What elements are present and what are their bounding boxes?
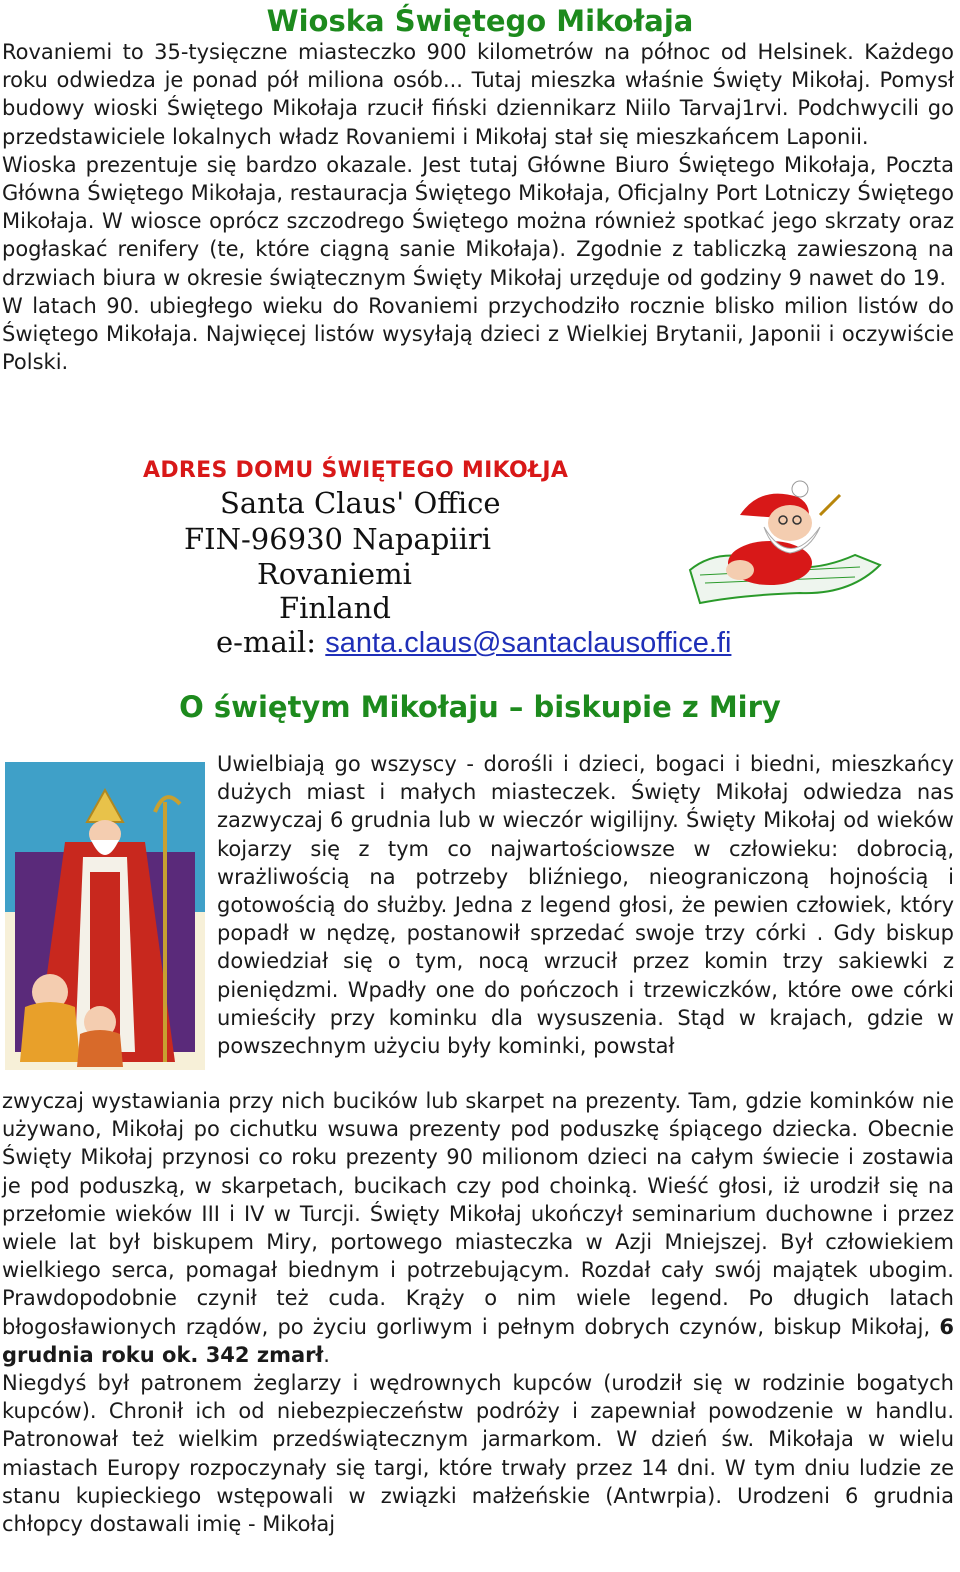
section-2-paragraph-2: Niegdyś był patronem żeglarzy i wędrownych kupców (urodził się w rodzinie bogatych kupców). Chronił ich od niebezpieczeństw podróży i zapewniał powodzenie w handlu. Patronował też wielkim przedświątecznym jarmarkom. W dzień św. Mikołaja w wielu miastach Europy rozpoczynały się targi, które trwały przez 14 dni. W tym dniu ludzie ze stanu kupieckiego wstępowali w związki małżeńskie (Antwrpia). Urodzeni 6 grudnia chłopcy dostawali imię - Mikołaj xyxy=(2,1371,954,1537)
address-heading-text: ADRES DOMU ŚWIĘTEGO MIKOŁJA xyxy=(143,458,569,483)
section-2-heading-text: O świętym Mikołaju – biskupie z Miry xyxy=(179,690,781,724)
address-heading xyxy=(143,458,568,483)
santa-claus-illustration xyxy=(680,475,885,610)
email-label: e-mail: xyxy=(216,625,317,659)
intro-paragraph-3: W latach 90. ubiegłego wieku do Rovaniemi przychodziło rocznie blisko milion listów do Świętego Mikołaja. Najwięcej listów wysyłają dzieci z Wielkiej Brytanii, Japonii i oczywiście Polski. xyxy=(2,293,954,375)
address-email-line xyxy=(216,625,731,660)
address-line-4: Finland xyxy=(279,591,391,625)
saint-nicholas-illustration xyxy=(5,762,205,1070)
paragraph-1-text: zwyczaj wystawiania przy nich bucików lub skarpet na prezenty. Tam, gdzie kominków nie używano, Mikołaj po cichutku wsuwa prezenty pod poduszkę śpiącego dziecka. Obecnie Święty Mikołaj przynosi co roku prezenty 90 milionom dzieci na całym świecie i zostawia je pod poduszką, w skarpetach, bucikach czy pod choinką. Wieść głosi, iż urodził się na przełomie wieków III i IV w Turcji. Święty Mikołaj ukończył seminarium duchowne i przez wiele lat był biskupem Miry, portowego miasteczka w Azji Mniejszej. Był człowiekiem wielkiego serca, pomagał biednym i potrzebującym. Rozdał cały swój majątek ubogim. Prawdopodobnie czynił też cuda. Krąży o nim wiele legend. Po długich latach błogosławionych rządów, po życiu gorliwym i pełnym dobrych czynów, biskup Mikołaj, xyxy=(2,1089,954,1339)
address-line-2: FIN-96930 Napapiiri xyxy=(184,522,491,556)
section-2-wrapped-text: Uwielbiają go wszyscy - dorośli i dzieci, bogaci i biedni, mieszkańcy dużych miast i małych miasteczek. Święty Mikołaj odwiedza nas zazwyczaj 6 grudnia lub w wieczór wigilijny. Święty Mikołaj od wieków kojarzy się z tym co najwartościowsze w człowieku: dobrocią, wrażliwością na potrzeby bliźniego, nieograniczoną hojnością i gotowością do służby. Jedna z legend głosi, że pewien człowiek, który popadł w nędzę, postanowił sprzedać swoje trzy córki . Gdy biskup dowiedział się o tym, nocą wrzucił przez komin trzy sakiewki z pieniędzmi. Wpadły one do pończoch i trzewiczków, które owe córki umieściły przy kominku dla wysuszenia. Stąd w krajach, gdzie w powszechnym użyciu były kominki, powstał xyxy=(217,752,954,1059)
email-link[interactable]: santa.claus@santaclausoffice.fi xyxy=(325,627,732,659)
section-2-full-text xyxy=(2,1087,954,1538)
address-line-1: Santa Claus' Office xyxy=(220,486,501,520)
address-line-3: Rovaniemi xyxy=(257,557,412,591)
page-title: Wioska Świętego Mikołaja xyxy=(266,4,694,38)
intro-paragraph-2: Wioska prezentuje się bardzo okazale. Jest tutaj Główne Biuro Świętego Mikołaja, Poczta Główna Świętego Mikołaja, restauracja Świętego Mikołaja, Oficjalny Port Lotniczy Świętego Mikołaja. W wiosce oprócz szczodrego Świętego można również spotkać jego skrzaty oraz pogłaskać renifery (te, które ciągną sanie Mikołaja). Zgodnie z tabliczką zawieszoną na drzwiach biura w okresie świątecznym Święty Mikołaj urzęduje od godziny 9 nawet do 19. xyxy=(2,152,954,290)
intro-text xyxy=(2,38,954,376)
section-2-heading xyxy=(0,688,960,726)
intro-paragraph-1: Rovaniemi to 35-tysięczne miasteczko 900 kilometrów na północ od Helsinek. Każdego roku odwiedza je ponad pół miliona osób... Tutaj mieszka właśnie Święty Mikołaj. Pomysł budowy wioski Świętego Mikołaja rzucił fiński dziennikarz Niilo Tarvaj1rvi. Podchwycili go przedstawiciele lokalnych władz Rovaniemi i Mikołaj stał się mieszkańcem Laponii. xyxy=(2,40,954,149)
paragraph-1-end: . xyxy=(323,1342,330,1367)
section-2-paragraph-1 xyxy=(2,1087,954,1369)
death-date-bold: 6 grudnia roku ok. 342 zmarł xyxy=(2,1314,954,1367)
